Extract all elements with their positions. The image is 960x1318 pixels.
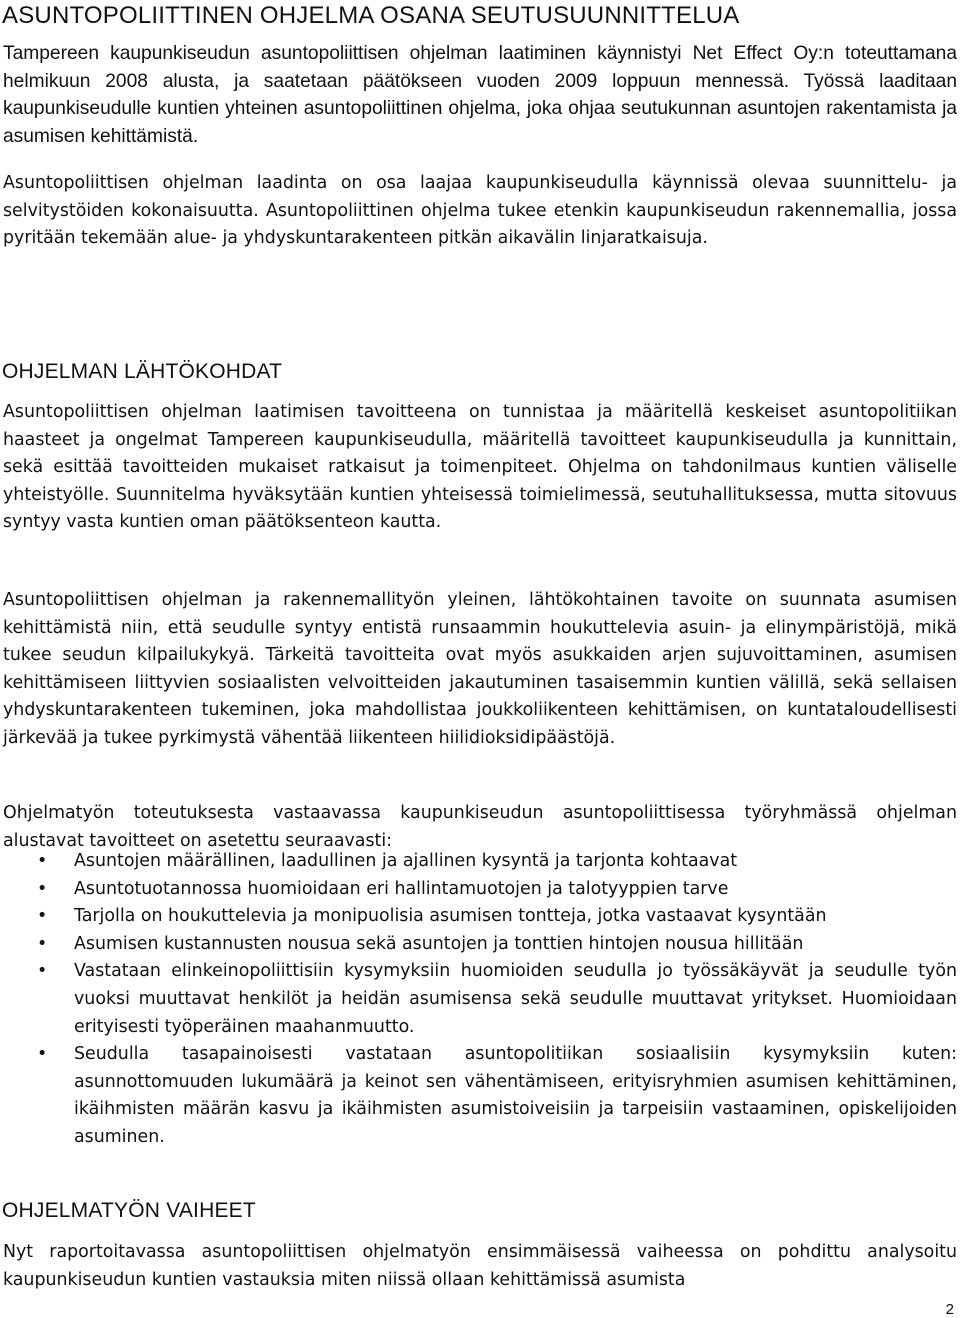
- bullet-icon: •: [37, 933, 48, 954]
- goal-text: Tarjolla on houkuttelevia ja monipuolisia asumisen tontteja, jotka vastaavat kysyntään: [74, 906, 827, 927]
- section-heading-lahtokohdat: OHJELMAN LÄHTÖKOHDAT: [2, 360, 283, 383]
- bullet-icon: •: [37, 906, 48, 927]
- section1-paragraph-2: Asuntopoliittisen ohjelman ja rakennemallityön yleinen, lähtökohtainen tavoite on suunnata asumisen kehittämistä niin, että seudulle syntyy entistä runsaammin houkuttelevia asuin- ja elinympäristöjä, mikä tukee seudun kilpailukykyä. Tärkeitä tavoitteita ovat myös asukkaiden arjen sujuvoittaminen, asumisen kehittämiseen liittyvien sosiaalisten velvoitteiden jakautuminen tasaisemmin kuntien välillä, sekä sellaisen yhdyskuntarakenteen tukeminen, joka mahdollistaa joukkoliikenteen kehittämisen, on kuntataloudellisesti järkevää ja tukee pyrkimystä vähentää liikenteen hiilidioksidipäästöjä.: [3, 590, 957, 748]
- section1-paragraph-1: Asuntopoliittisen ohjelman laatimisen tavoitteena on tunnistaa ja määritellä keskeiset asuntopolitiikan haasteet ja ongelmat Tampereen kaupunkiseudulla, määritellä tavoitteet kaupunkiseudulla ja kunnittain, sekä esittää tavoitteiden mukaiset ratkaisut ja toimenpiteet. Ohjelma on tahdonilmaus kuntien väliselle yhteistyölle. Suunnitelma hyväksytään kuntien yhteisessä toimielimessä, seutuhallituksessa, mutta sitovuus syntyy vasta kuntien oman päätöksenteon kautta.: [3, 402, 957, 533]
- goal-text: Asumisen kustannusten nousua sekä asuntojen ja tonttien hintojen nousua hillitään: [74, 933, 804, 954]
- list-item: [3, 1041, 957, 1151]
- list-item: [3, 876, 957, 904]
- list-item: [3, 903, 957, 931]
- bullet-icon: •: [37, 851, 48, 871]
- bullet-icon: •: [37, 1044, 48, 1065]
- goal-text: Seudulla tasapainoisesti vastataan asuntopolitiikan sosiaalisiin kysymyksiin kuten: asunnottomuuden lukumäärä ja keinot sen vähentämiseen, erityisryhmien asumisen kehittäminen, ikäihmisten määrän kasvu ja ikäihmisten asumistoiveisiin ja tarpeisiin vastaaminen, opiskelijoiden asuminen.: [74, 1044, 957, 1147]
- list-item: [3, 958, 957, 1041]
- document-title: ASUNTOPOLIITTINEN OHJELMA OSANA SEUTUSUUNNITTELUA: [2, 2, 740, 29]
- list-item: [3, 931, 957, 959]
- section-heading-vaiheet: OHJELMATYÖN VAIHEET: [2, 1199, 256, 1222]
- page-number: 2: [945, 1301, 954, 1318]
- intro-paragraph-2: Asuntopoliittisen ohjelman laadinta on osa laajaa kaupunkiseudulla käynnissä olevaa suunnittelu- ja selvitystöiden kokonaisuutta. Asuntopoliittinen ohjelma tukee etenkin kaupunkiseudun rakennemallia, jossa pyritään tekemään alue- ja yhdyskuntarakenteen pitkän aikavälin linjaratkaisuja.: [3, 173, 957, 249]
- goal-text: Asuntotuotannossa huomioidaan eri hallintamuotojen ja talotyyppien tarve: [74, 878, 729, 899]
- bullet-icon: •: [37, 878, 48, 899]
- intro-paragraph-1: Tampereen kaupunkiseudun asuntopoliittisen ohjelman laatiminen käynnistyi Net Effect Oy:n toteuttamana helmikuun 2008 alusta, ja saatetaan päätökseen vuoden 2009 loppuun mennessä. Työssä laaditaan kaupunkiseudulle kuntien yhteinen asuntopoliittinen ohjelma, joka ohjaa seutukunnan asuntojen rakentamista ja asumisen kehittämistä.: [3, 43, 957, 147]
- section1-paragraph-3: Ohjelmatyön toteutuksesta vastaavassa kaupunkiseudun asuntopoliittisessa työryhmässä ohjelman alustavat tavoitteet on asetettu seuraavasti:: [3, 803, 957, 851]
- goal-text: Asuntojen määrällinen, laadullinen ja ajallinen kysyntä ja tarjonta kohtaavat: [74, 851, 738, 871]
- bullet-icon: •: [37, 961, 48, 982]
- goal-text: Vastataan elinkeinopoliittisiin kysymyksiin huomioiden seudulla jo työssäkäyvät ja seudulle työn vuoksi muuttavat henkilöt ja heidän asumisensa sekä seudulle muuttavat yritykset. Huomioidaan erityisesti työperäinen maahanmuutto.: [74, 961, 957, 1037]
- section2-paragraph-1: Nyt raportoitavassa asuntopoliittisen ohjelmatyön ensimmäisessä vaiheessa on pohdittu analysoitu kaupunkiseudun kuntien vastauksia miten niissä ollaan kehittämissä asumista: [3, 1242, 957, 1290]
- list-item: [3, 848, 957, 876]
- goals-list: [3, 848, 957, 1152]
